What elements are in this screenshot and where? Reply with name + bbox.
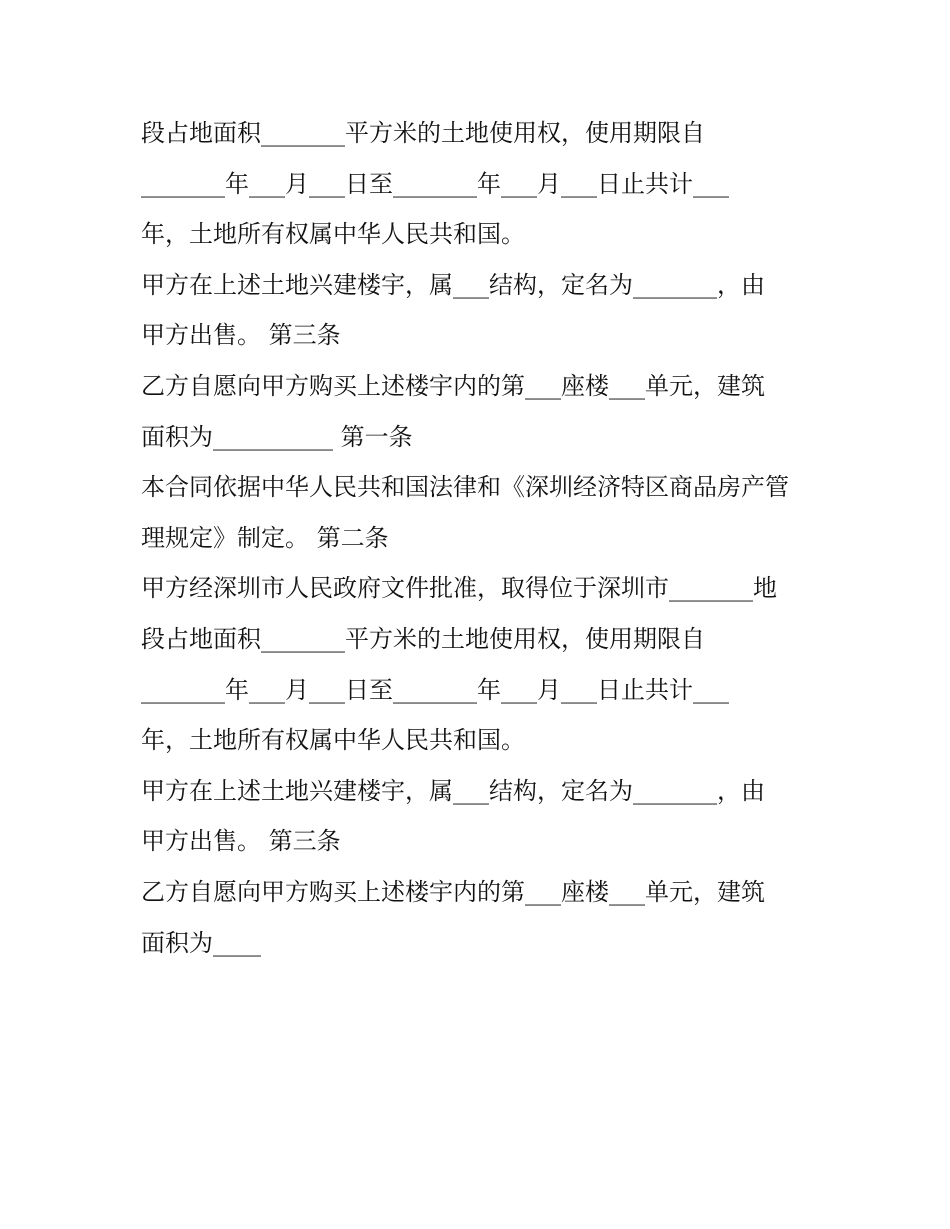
text-line: 年，土地所有权属中华人民共和国。	[141, 726, 525, 755]
text-line: 乙方自愿向甲方购买上述楼宇内的第___座楼___单元，建筑	[141, 877, 765, 906]
text-line: 本合同依据中华人民共和国法律和《深圳经济特区商品房产管	[141, 473, 789, 502]
text-line: 甲方经深圳市人民政府文件批准，取得位于深圳市_______地	[141, 574, 777, 603]
contract-text	[141, 108, 821, 968]
text-line: 乙方自愿向甲方购买上述楼宇内的第___座楼___单元，建筑	[141, 371, 765, 400]
text-line: 理规定》制定。 第二条	[141, 523, 389, 552]
text-line: 甲方出售。 第三条	[141, 827, 341, 856]
text-line: _______年___月___日至_______年___月___日止共计___	[141, 169, 729, 198]
text-line: 面积为____	[141, 928, 261, 957]
text-line: 甲方在上述土地兴建楼宇，属___结构，定名为_______，由	[141, 776, 765, 805]
text-line: 段占地面积_______平方米的土地使用权，使用期限自	[141, 624, 705, 653]
text-line: 面积为__________ 第一条	[141, 422, 413, 451]
text-line: _______年___月___日至_______年___月___日止共计___	[141, 675, 729, 704]
text-line: 甲方出售。 第三条	[141, 321, 341, 350]
text-line: 段占地面积_______平方米的土地使用权，使用期限自	[141, 119, 705, 147]
text-line: 甲方在上述土地兴建楼宇，属___结构，定名为_______，由	[141, 270, 765, 299]
text-line: 年，土地所有权属中华人民共和国。	[141, 220, 525, 249]
